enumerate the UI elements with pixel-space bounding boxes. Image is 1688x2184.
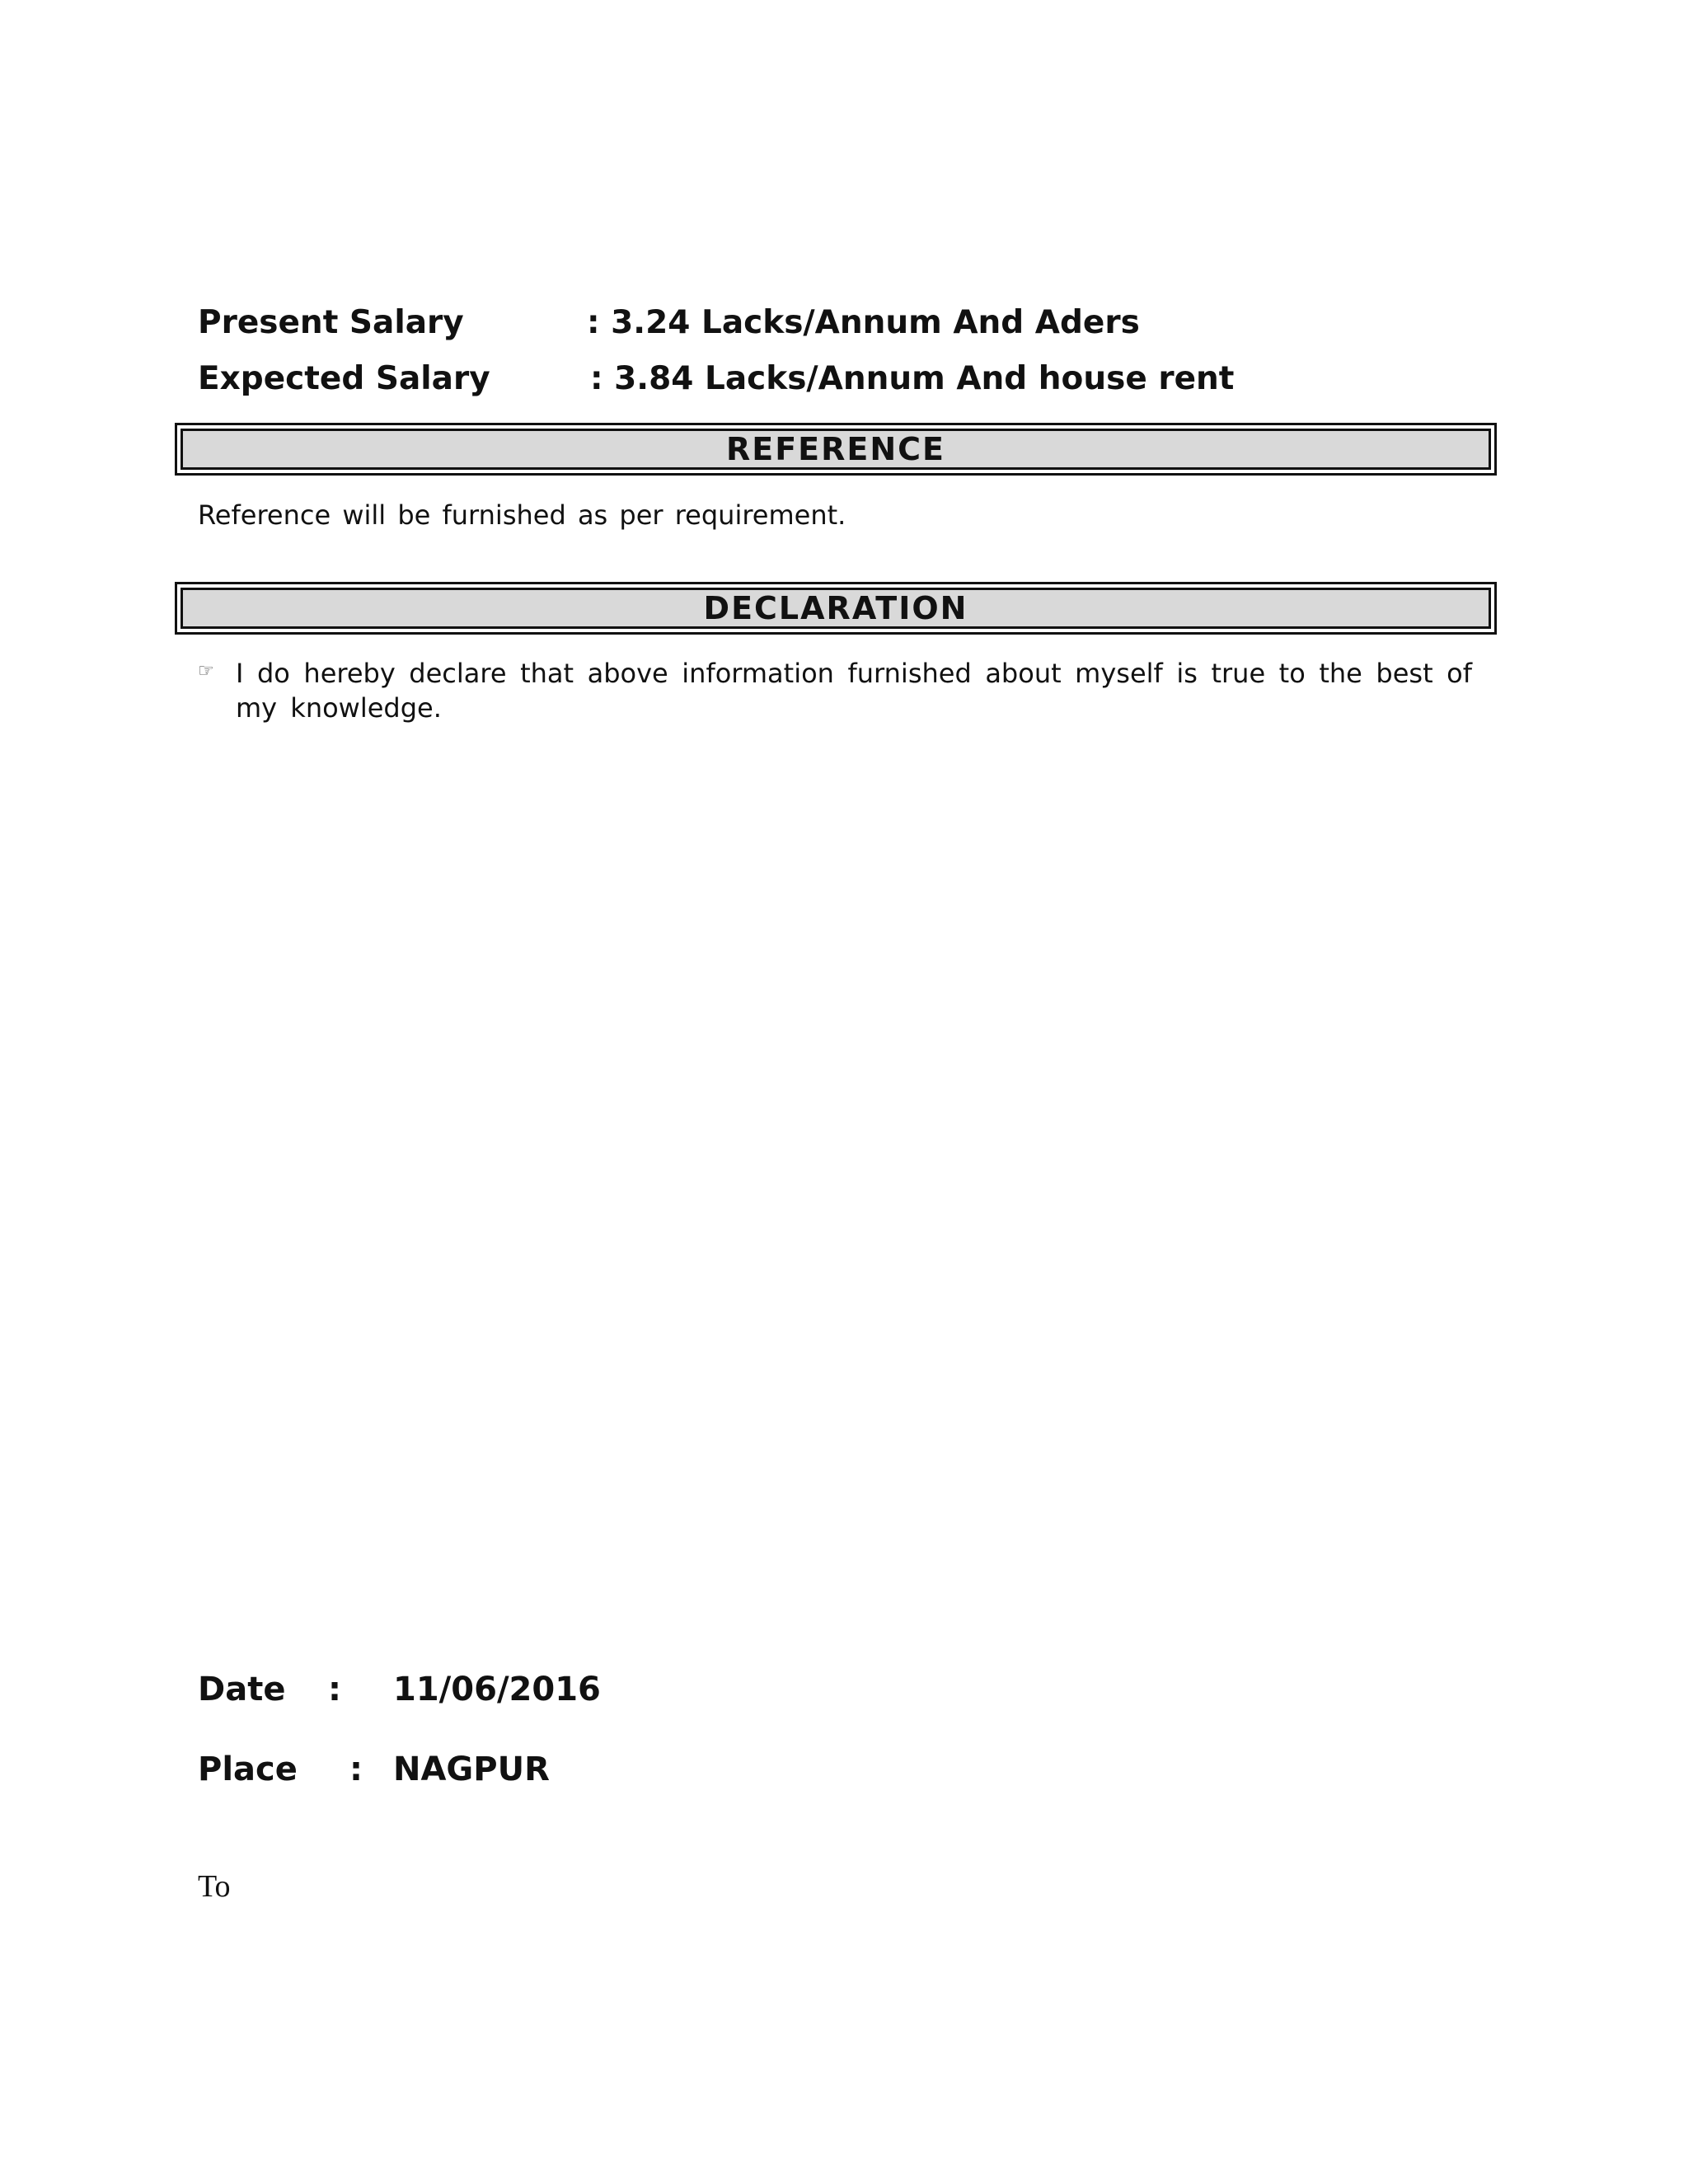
present-salary-value: : 3.24 Lacks/Annum And Aders [587, 304, 1140, 341]
declaration-heading-box [175, 582, 1497, 635]
present-salary-label: Present Salary [198, 304, 464, 341]
expected-salary-label: Expected Salary [198, 360, 490, 397]
declaration-heading-fill [181, 588, 1491, 629]
reference-heading: REFERENCE [725, 431, 945, 467]
reference-text: Reference will be furnished as per requirement. [198, 499, 846, 531]
date-value: 11/06/2016 [393, 1671, 601, 1708]
place-colon: : [349, 1750, 363, 1788]
pointing-hand-icon: ☞ [198, 661, 214, 682]
reference-heading-fill [181, 429, 1491, 470]
date-colon: : [328, 1671, 341, 1708]
place-value: NAGPUR [393, 1750, 550, 1788]
date-label: Date [198, 1671, 286, 1708]
place-label: Place [198, 1750, 298, 1788]
declaration-heading: DECLARATION [703, 590, 968, 626]
reference-heading-box [175, 423, 1497, 476]
to-text: To [198, 1869, 231, 1904]
expected-salary-value: : 3.84 Lacks/Annum And house rent [590, 360, 1235, 397]
declaration-text: I do hereby declare that above information furnished about myself is true to the best of my knowledge. [236, 658, 1472, 724]
